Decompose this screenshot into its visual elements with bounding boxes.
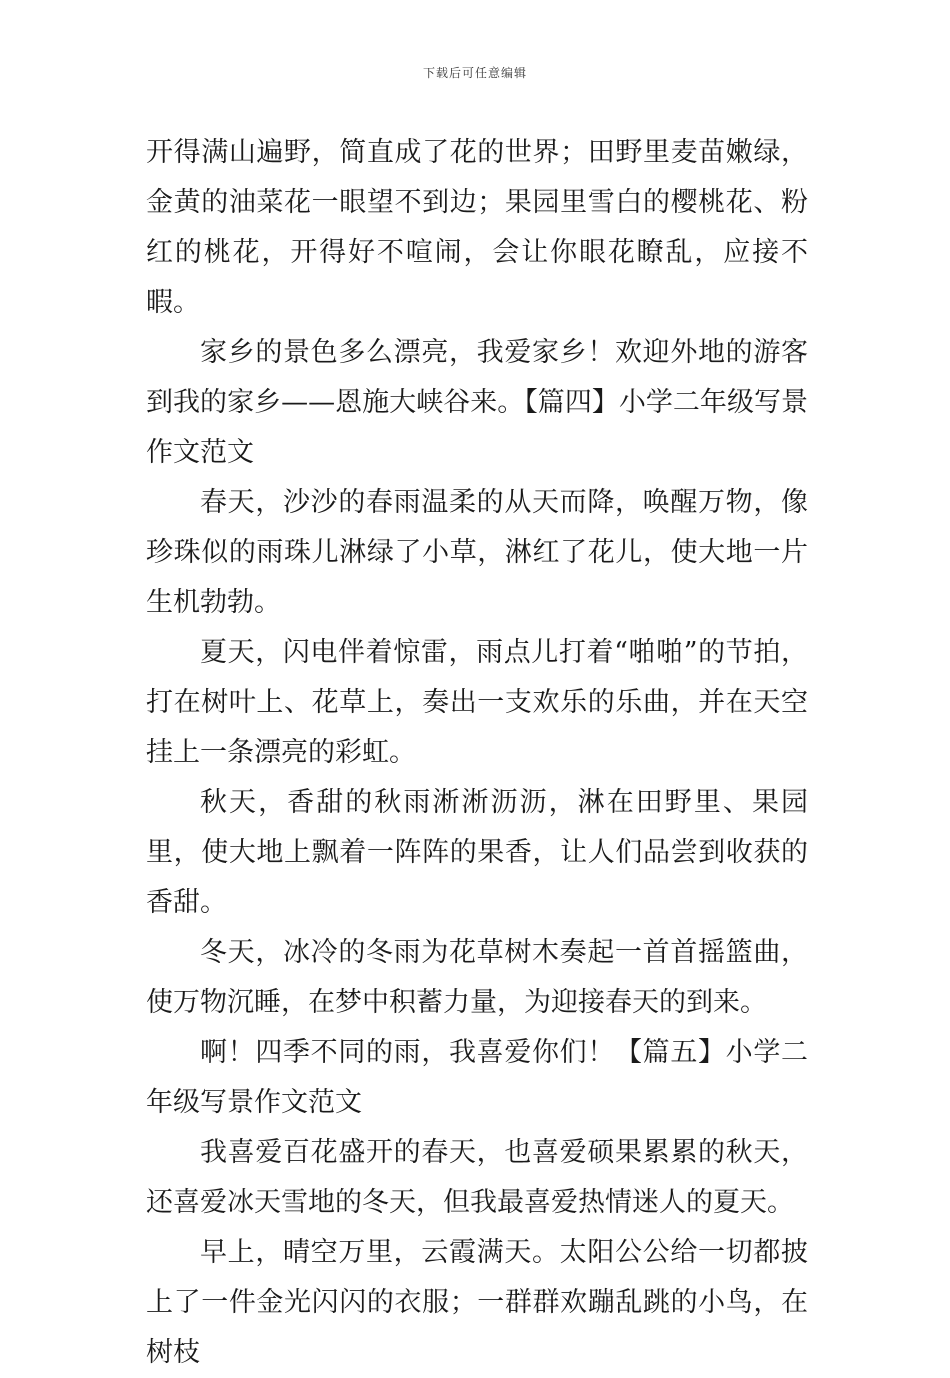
paragraph-continuation: 开得满山遍野，简直成了花的世界；田野里麦苗嫩绿，金黄的油菜花一眼望不到边；果园里雪白的樱桃花、粉红的桃花，开得好不喧闹，会让你眼花瞭乱，应接不暇。 <box>146 137 808 318</box>
header-note: 下载后可任意编辑 <box>422 66 527 80</box>
document-body <box>146 128 808 1378</box>
paragraph: 冬天，冰冷的冬雨为花草树木奏起一首首摇篮曲，使万物沉睡，在梦中积蓄力量，为迎接春天的到来。 <box>146 937 808 1018</box>
paragraph: 我喜爱百花盛开的春天，也喜爱硕果累累的秋天，还喜爱冰天雪地的冬天，但我最喜爱热情迷人的夏天。 <box>146 1137 808 1218</box>
paragraph: 家乡的景色多么漂亮，我爱家乡！欢迎外地的游客到我的家乡——恩施大峡谷来。【篇四】小学二年级写景作文范文 <box>146 337 808 468</box>
paragraph: 秋天，香甜的秋雨淅淅沥沥，淋在田野里、果园里，使大地上飘着一阵阵的果香，让人们品尝到收获的香甜。 <box>146 787 808 918</box>
paragraph: 春天，沙沙的春雨温柔的从天而降，唤醒万物，像珍珠似的雨珠儿淋绿了小草，淋红了花儿，使大地一片生机勃勃。 <box>146 487 808 618</box>
paragraph: 夏天，闪电伴着惊雷，雨点儿打着“啪啪”的节拍，打在树叶上、花草上，奏出一支欢乐的乐曲，并在天空挂上一条漂亮的彩虹。 <box>146 637 808 768</box>
paragraph: 早上，晴空万里，云霞满天。太阳公公给一切都披上了一件金光闪闪的衣服；一群群欢蹦乱跳的小鸟，在树枝 <box>146 1237 808 1368</box>
paragraph: 啊！四季不同的雨，我喜爱你们！【篇五】小学二年级写景作文范文 <box>146 1037 808 1118</box>
